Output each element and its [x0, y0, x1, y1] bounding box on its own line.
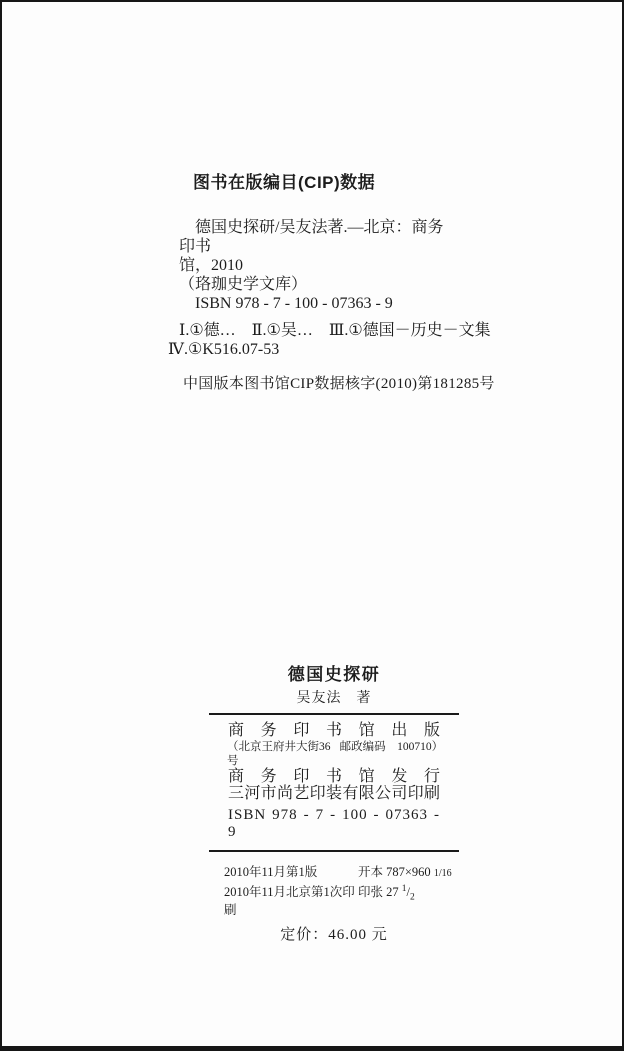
cip-description-block — [179, 218, 459, 313]
publisher-address: （北京王府井大街36号 — [227, 740, 331, 767]
printing-row — [224, 883, 459, 919]
format-info — [358, 863, 452, 883]
cip-record-number: 中国版本图书馆CIP数据核字(2010)第181285号 — [183, 376, 495, 392]
cip-classification-line1: Ⅰ.①德… Ⅱ.①吴… Ⅲ.①德国－历史－文集 — [179, 322, 491, 339]
format-label: 开本 787×960 — [358, 864, 431, 879]
publisher-postcode: 邮政编码 100710） — [339, 740, 444, 753]
colophon-isbn: ISBN 978 - 7 - 100 - 07363 - 9 — [228, 806, 440, 840]
publisher-address-line — [227, 740, 444, 768]
distributor-line: 商务印书馆发行 — [228, 767, 440, 785]
colophon-block — [209, 661, 459, 944]
printer-line: 三河市尚艺印装有限公司印刷 — [228, 785, 440, 802]
cip-classification-block — [168, 321, 498, 359]
publisher-line: 商务印书馆出版 — [228, 722, 440, 739]
price-line: 定价：46.00 元 — [280, 926, 388, 943]
format-fraction: 1/16 — [433, 867, 452, 879]
book-author: 吴友法 著 — [296, 691, 372, 706]
cip-description-line1: 德国史探研/吴友法著.—北京：商务印书 — [179, 219, 444, 255]
sheets-label: 印张 27 — [358, 884, 402, 899]
cip-classification-line2: Ⅳ.①K516.07-53 — [168, 341, 280, 358]
book-title: 德国史探研 — [287, 665, 381, 684]
edition-row — [224, 863, 459, 883]
cip-series-note: （珞珈史学文库） — [179, 276, 308, 293]
sheets-info — [358, 883, 415, 919]
imprint-block — [209, 852, 459, 919]
sheets-fraction-denominator: 2 — [410, 892, 415, 902]
edition-info: 2010年11月第1版 — [224, 864, 318, 879]
sheets-fraction-numerator: 1 — [401, 883, 407, 894]
cip-isbn: ISBN 978 - 7 - 100 - 07363 - 9 — [195, 295, 393, 312]
cip-description-line2: 馆，2010 — [179, 257, 244, 274]
printing-info: 2010年11月北京第1次印刷 — [224, 884, 355, 917]
publisher-block — [209, 715, 459, 850]
sheets-fraction-slash: / — [406, 884, 410, 899]
cip-heading: 图书在版编目(CIP)数据 — [193, 173, 376, 192]
